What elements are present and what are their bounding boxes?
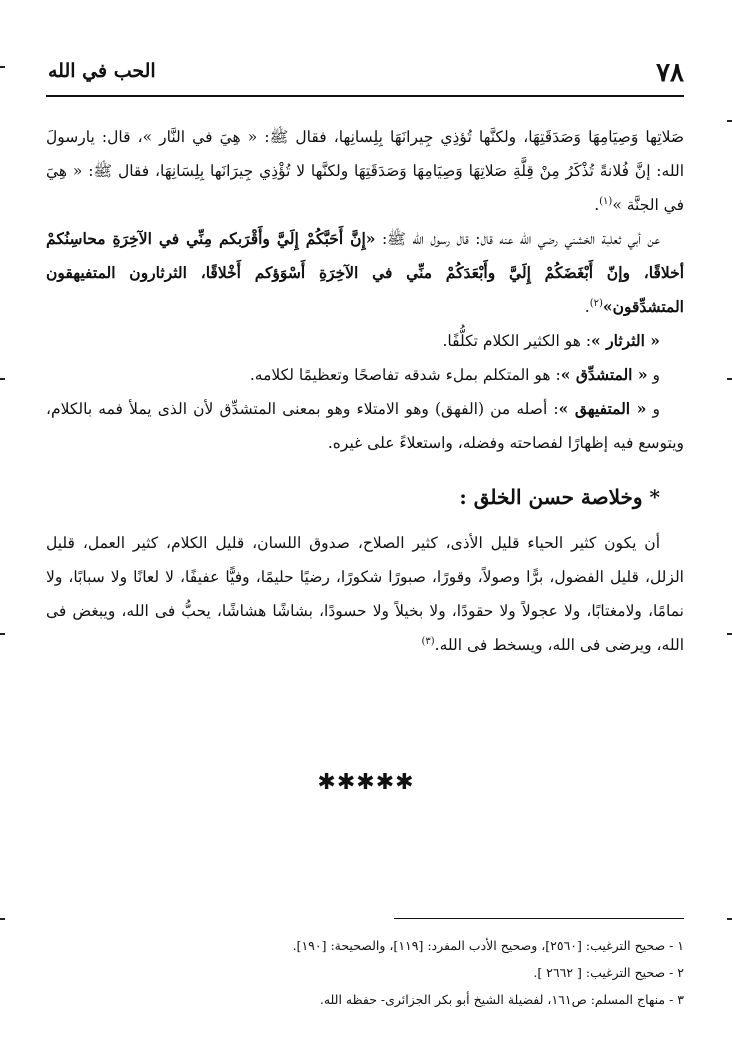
footnote-ref-2: (٢) [589,297,603,309]
paragraph-good-character [46,526,684,662]
running-title: الحب في الله [48,60,156,82]
definition-text: : أصله من (الفهق) وهو الامتلاء وهو بمعنى المتشدِّق لأن الذى يملأ فمه بالكلام، ويتوسع فيه إظهارًا لفصاحته وفضله، واستعلاءً على غيره. [46,400,684,452]
hadith-2-quote: «إِنَّ أَحَبَّكُمْ إِلَيَّ وأَقْرَبكم مِنِّي في الآخِرَةِ محاسِنُكمْ أخلاقًا، وإنّ أَبْغَضَكُمْ إِلَيَّ وأَبْعَدَكُمْ منِّي في الآخِرَةِ أَسْوَؤكم أَخْلاقًا، الثرثارون المتفيهقون المتشدِّقون» [46,229,684,316]
edge-mark [0,378,5,380]
term-mutashaddiq: « المتشدِّق » [560,365,648,384]
paragraph-end-mark: . [594,196,600,214]
edge-mark [727,633,732,635]
definition-mutashaddiq [46,358,684,392]
hadith-2-intro: عن أبي ثعلبة الخشني رضي الله عنه قال: قال رسول الله ﷺ: [375,230,660,248]
paragraph-end-mark: . [584,298,590,316]
page-number: ٧٨ [656,58,684,88]
footnote-rule [394,918,684,919]
header-rule [46,95,684,97]
definition-text: : هو الكثير الكلام تكلُّفًا. [442,332,592,350]
footnote-ref-3: (٣) [421,635,435,647]
definition-mutafayhiq [46,392,684,460]
edge-mark [0,633,5,635]
footnotes [46,932,684,1013]
footnote-ref-1: (١) [599,195,613,207]
section-separator: ✱✱✱✱✱ [317,770,415,795]
footnote-2: ٢ - صحيح الترغيب: [ ٢٦٦٢ ]. [533,965,684,980]
edge-mark [727,918,732,920]
conjunction: و [646,400,660,418]
hadith-1-text: صَلاتِها وَصِيَامِهَا وَصَدَقَتِهَا، ولكنَّها تُؤذِي جِيرانَهَا بِلِسانِها، فقال ﷺ: « هِيَ في النَّار »، قال: يارسولَ الله: إنَّ فُلانةً تُذْكَرُ مِنْ قِلَّةِ صَلاتِهَا وَصِيَامِهَا وَصَدَقَتِهَا ولكنَّها لا تُؤْذِي جِيرَانَها بِلِسَانِهَا، فقال ﷺ: « هِيَ في الجنَّة » [46,128,684,214]
edge-mark [0,918,5,920]
edge-mark [0,66,5,68]
footnote-3: ٣ - منهاج المسلم: ص١٦١، لفضيلة الشيخ أبو بكر الجزائرى- حفظه الله. [319,992,684,1007]
conjunction: و [647,366,660,384]
good-character-text: أن يكون كثير الحياء قليل الأذى، كثير الصلاح، صدوق اللسان، قليل الكلام، كثير العمل، قليل الزلل، قليل الفضول، برًّا وصولاً، وقورًا، صبورًا شكورًا، رضيًا حليمًا، وفيًّا عفيفًا، لا لعانًا ولا سبابًا، ولا نمامًا، ولامغتابًا، ولا عجولاً ولا حقودًا، ولا بخيلاً ولا حسودًا، بشاشًا هشاشًا، يحبُّ فى الله، ويبغض فى الله، ويرضى فى الله، ويسخط فى الله. [46,534,684,654]
paragraph-hadith-1 [46,120,684,222]
paragraph-hadith-2 [46,222,684,324]
term-mutafayhiq: « المتفيهق » [558,399,647,418]
definition-tharthar [46,324,684,358]
term-tharthar: « الثرثار » [591,331,660,350]
definition-text: : هو المتكلم بملء شدقه تفاصحًا وتعظيمًا لكلامه. [249,366,561,384]
main-text [46,120,684,662]
edge-mark [727,378,732,380]
footnote-1: ١ - صحيح الترغيب: [٢٥٦٠]، وصحيح الأدب المفرد: [١١٩]، والصحيحة: [١٩٠]. [292,938,684,953]
edge-mark [727,120,732,122]
section-heading: * وخلاصة حسن الخلق : [459,485,660,509]
page-header [48,54,684,94]
